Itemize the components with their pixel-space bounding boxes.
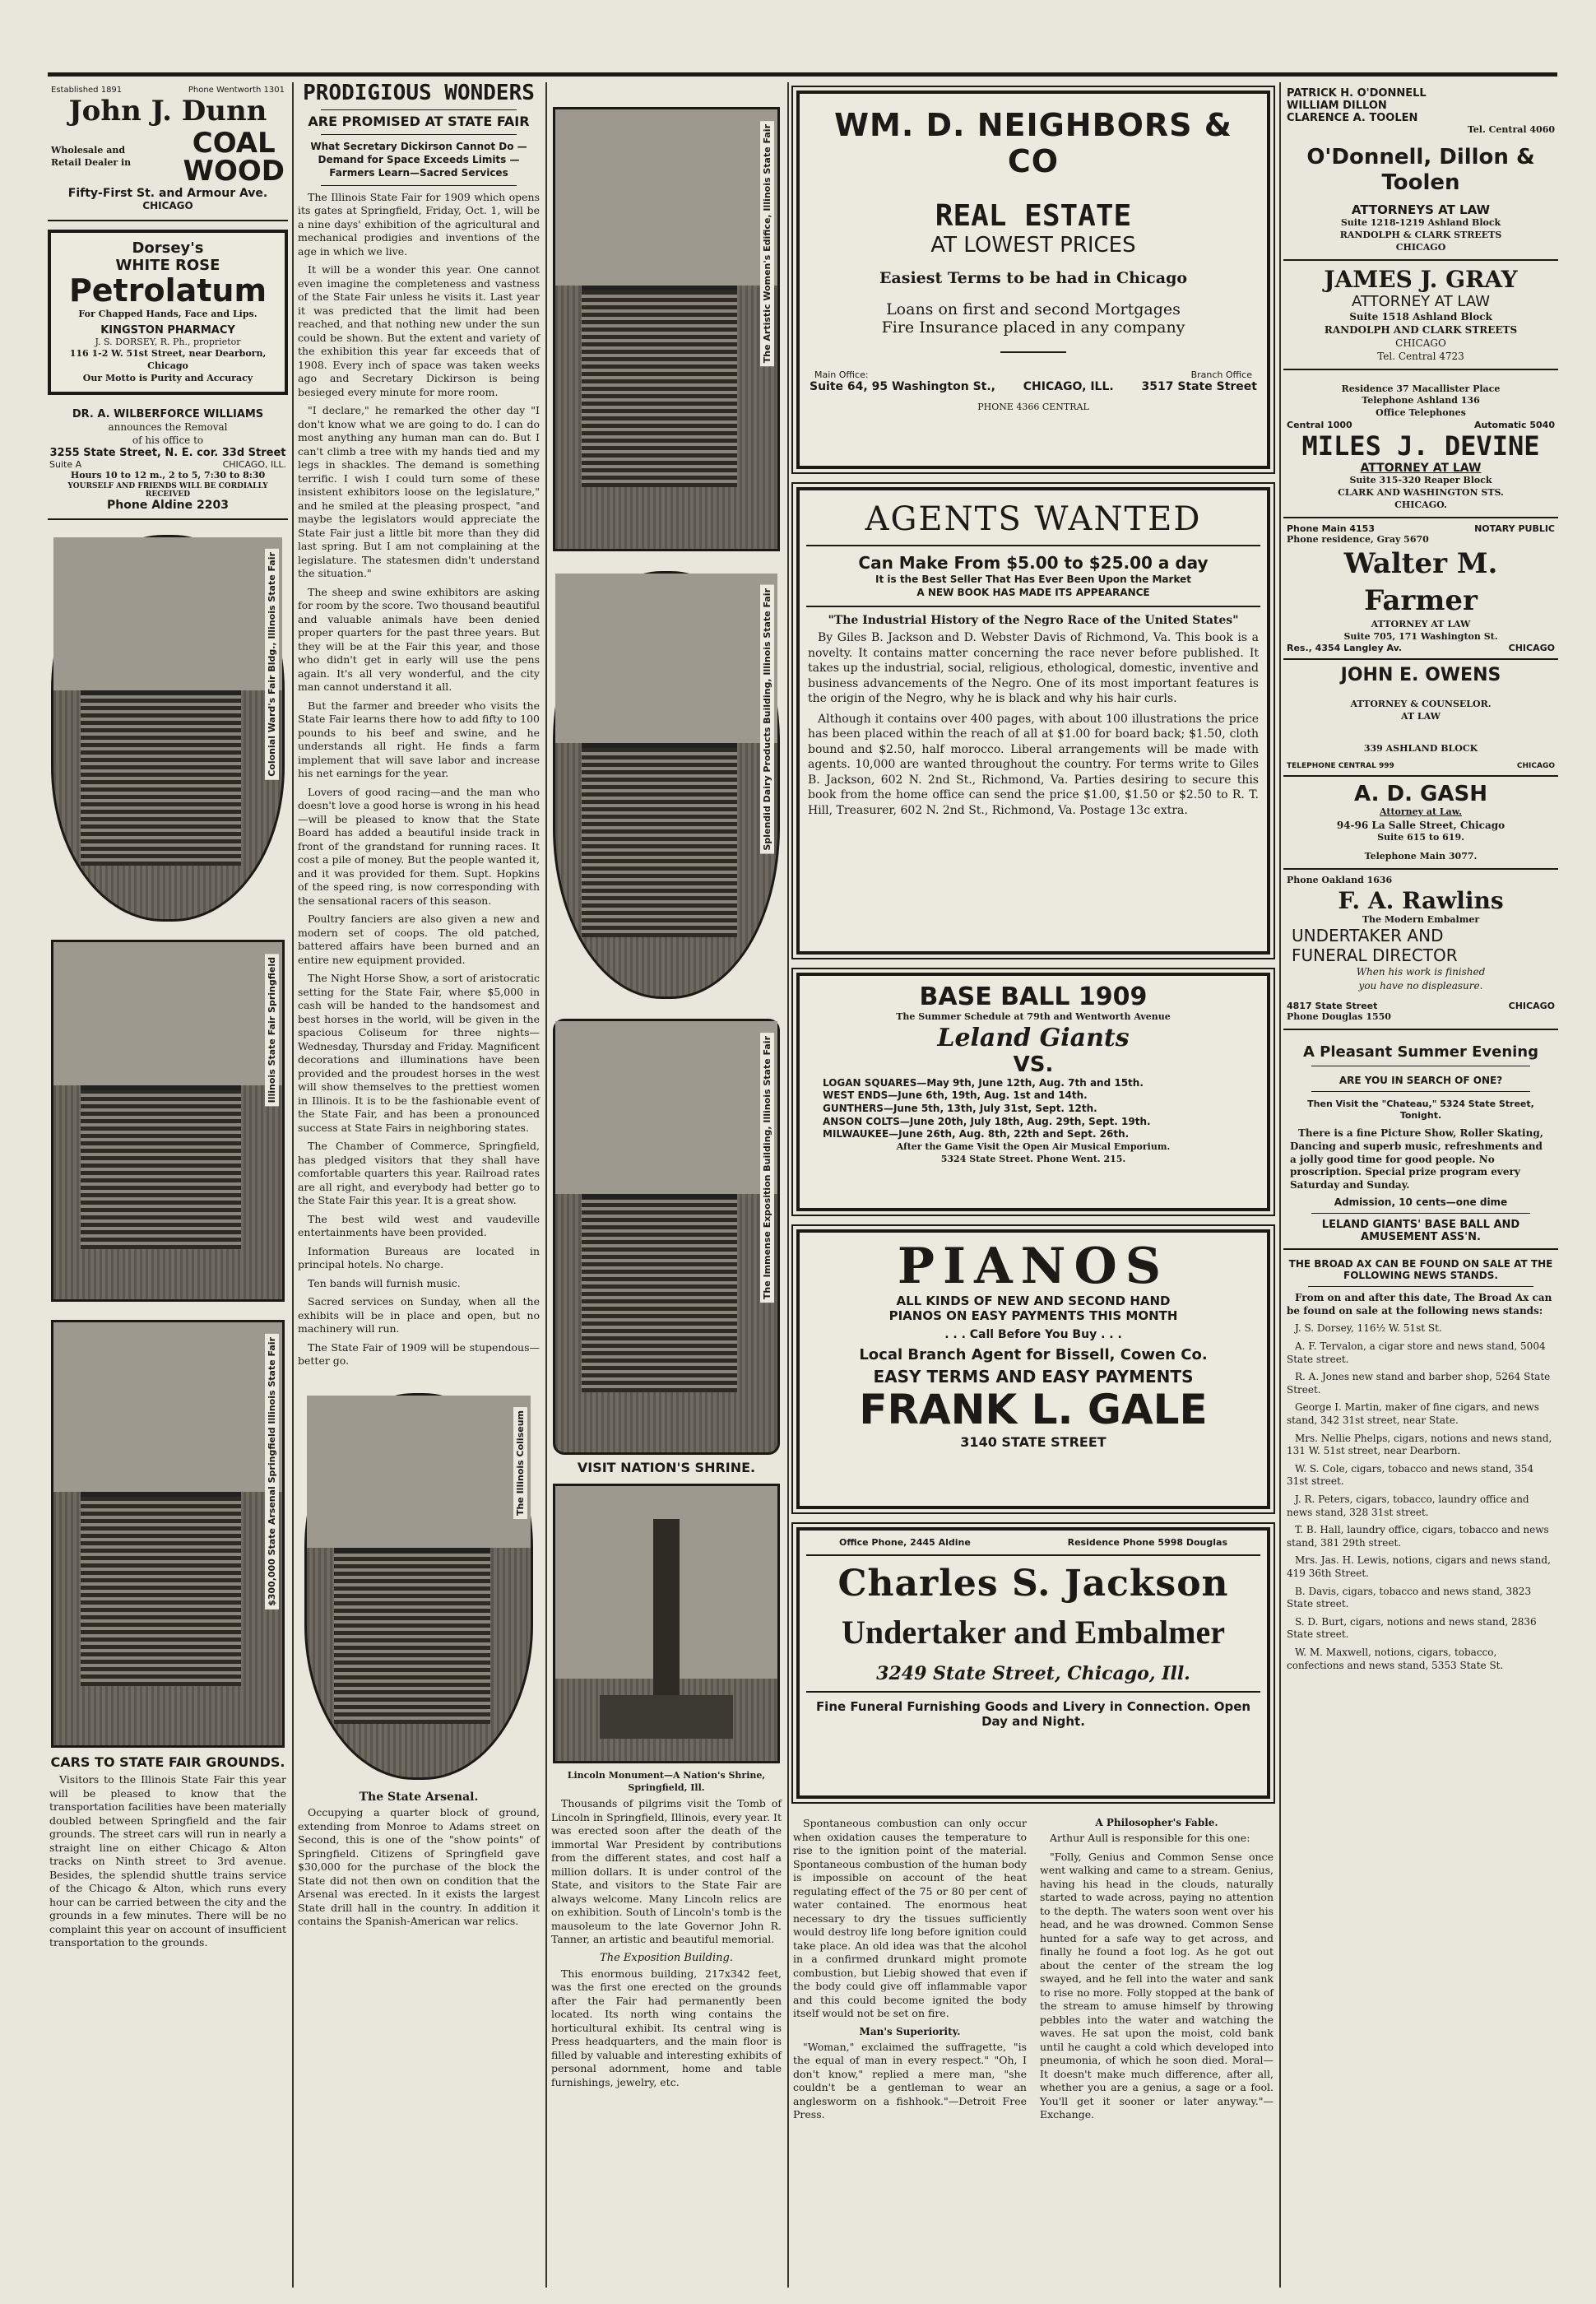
evening-adm: Admission, 10 cents—one dime xyxy=(1334,1196,1508,1209)
odonnell-name: CLARENCE A. TOOLEN xyxy=(1287,112,1418,124)
devine-resphone: Telephone Ashland 136 xyxy=(1362,395,1480,406)
evening-ad xyxy=(1283,1030,1558,1251)
arsenal-title: The State Arsenal. xyxy=(359,1790,479,1804)
spont-text: Spontaneous combustion can only occur when oxidation causes the temperature to rise to the ignition point of the material. Spontaneous combustion of the human body is impossible on account of the heat regulating effect of the 75 or 80 per cent of water contained. The enormous heat necessary to dry the tissues sufficiently would destroy life long before ignition could take place. An old idea was that the alcohol in a confirmed drunkard might promote combustion, but Liebig showed that even if the body could give off inflammable vapor and this could become ignited the body itself would not be set on fire. xyxy=(793,1817,1027,2019)
baseball-team: Leland Giants xyxy=(937,1023,1130,1052)
pianos-l1: ALL KINDS OF NEW AND SECOND HAND xyxy=(896,1294,1171,1308)
williams-line: announces the Removal xyxy=(108,421,228,434)
devine-corner: CLARK AND WASHINGTON STS. xyxy=(1338,486,1504,498)
baseball-title: BASE BALL 1909 xyxy=(919,982,1148,1011)
fair-building-photo xyxy=(51,535,285,922)
owens-city: CHICAGO xyxy=(1516,762,1555,770)
article-paragraph: The Illinois State Fair for 1909 which opens its gates at Springfield, Friday, Oct. 1, will be a nine days' exhibition of the agricultural and mechanical prodigies and inventions of the age in which we live. xyxy=(298,190,540,258)
article-paragraph: "I declare," he remarked the other day "I don't know what we are going to do. I can do most anything any human man can do. But I can't climb a tree with my hands tied and my legs in shackles. The demand is something terrific. I wish I could turn some of these insistent exhibitors loose on the legislature," and he smiled at the pleasing prospect, "and maybe the legislators would appreciate the State Fair just a little bit more than they did last spring. But I am not complaining at the legislature. The statesmen didn't understand the situation." xyxy=(298,404,540,580)
fable-text: "Folly, Genius and Common Sense once went walking and came to a stream. Genius, having his head in the clouds, naturally started to wade across, paying no attention to the depth. The waters soon went over his head, and he was drowned. Common Sense hunted for a safe way to get across, and finally he found a foot log. As he got out about the center of the stream the log swayed, and he fell into the water and sank to rise no more. Folly stopped at the bank of the stream to amuse himself by throwing pebbles into the water and watching the waves. He sat upon the moist, cold bank until he caught a cold which developed into pneumonia, of which he soon died. Moral—It doesn't make much difference, after all, whether you are a genius, a sage or a fool. You'll get it sooner or later anyway."—Exchange. xyxy=(1040,1850,1274,2121)
baseball-game: WEST ENDS—June 6th, 19th, Aug. 1st and 14th. xyxy=(823,1089,1088,1102)
news-stand-item: S. D. Burt, cigars, notions and news stand, 2836 State street. xyxy=(1287,1615,1537,1641)
owens-tel: TELEPHONE CENTRAL 999 xyxy=(1287,762,1394,770)
farmer-res: Phone residence, Gray 5670 xyxy=(1287,533,1429,545)
article-paragraph: Poultry fanciers are also given a new and modern set of coops. The old patched, battered affairs have been burned and an entire new equipment provided. xyxy=(298,913,540,966)
devine-city: CHICAGO. xyxy=(1394,499,1447,510)
rawlins-name: F. A. Rawlins xyxy=(1338,886,1504,914)
jackson-office: Office Phone, 2445 Aldine xyxy=(839,1537,971,1548)
gray-suite: Suite 1518 Ashland Block xyxy=(1349,310,1492,323)
rawlins-tel: Phone Douglas 1550 xyxy=(1287,1010,1391,1022)
gash-tel: Telephone Main 3077. xyxy=(1364,850,1478,862)
fair-building-photo xyxy=(51,940,285,1302)
odonnell-city: CHICAGO xyxy=(1395,241,1446,253)
exposition-building-photo xyxy=(553,1019,780,1455)
pianos-easy: EASY TERMS AND EASY PAYMENTS xyxy=(873,1367,1194,1387)
baseball-game: MILWAUKEE—June 26th, Aug. 8th, 22th and Sept. 26th. xyxy=(823,1128,1130,1140)
williams-phone: Phone Aldine 2203 xyxy=(107,499,229,513)
article-paragraph: Ten bands will furnish music. xyxy=(308,1276,461,1289)
owens-att: ATTORNEY & COUNSELOR. xyxy=(1350,699,1492,710)
neighbors-branch: Branch Office xyxy=(1190,369,1252,380)
dorsey-ad xyxy=(48,230,288,395)
dairy-building-photo xyxy=(553,571,780,999)
neighbors-prices: AT LOWEST PRICES xyxy=(930,233,1136,258)
photo-caption: Illinois State Fair Springfield xyxy=(265,954,279,1106)
baseball-ad xyxy=(796,973,1270,1211)
rawlins-ad xyxy=(1283,870,1558,1030)
owens-addr: 339 ASHLAND BLOCK xyxy=(1363,743,1478,755)
news-stand-item: George I. Martin, maker of fine cigars, and news stand, 342 31st street, near State. xyxy=(1287,1401,1539,1427)
devine-att: ATTORNEY AT LAW xyxy=(1360,462,1482,476)
prod-deck: What Secretary Dickirson Cannot Do —Demand for Space Exceeds Limits —Farmers Learn—Sacred Services xyxy=(310,141,527,179)
dorsey-for: For Chapped Hands, Face and Lips. xyxy=(78,308,257,319)
shrine-text: Thousands of pilgrims visit the Tomb of Lincoln in Springfield, Illinois, every year. It was erected soon after the death of the immortal War President by contributions from the different states, and cost half a million dollars. It is under control of the State, and visitors to the State Fair are always welcome. Many Lincoln relics are on exhibition. South of Lincoln's tomb is the mausoleum to the late Governor John R. Tanner, an artistic and beautiful memorial. xyxy=(551,1797,782,1946)
neighbors-fire: Fire Insurance placed in any company xyxy=(881,318,1185,337)
page-top-rule xyxy=(48,72,1557,77)
dunn-est: Established 1891 xyxy=(51,86,123,95)
column-5 xyxy=(1283,82,1558,2288)
gash-addr: 94-96 La Salle Street, Chicago xyxy=(1336,819,1506,831)
cars-title: CARS TO STATE FAIR GROUNDS. xyxy=(50,1754,285,1771)
gash-att: Attorney at Law. xyxy=(1380,806,1462,817)
shrine-title: VISIT NATION'S SHRINE. xyxy=(577,1460,756,1475)
owens-law: AT LAW xyxy=(1400,711,1441,722)
article-paragraph: The best wild west and vaudeville entertainments have been provided. xyxy=(298,1212,540,1239)
broadax-title: THE BROAD AX CAN BE FOUND ON SALE AT THE FOLLOWING NEWS STANDS. xyxy=(1288,1258,1553,1282)
news-stand-item: W. S. Cole, cigars, tobacco and news stand, 354 31st street. xyxy=(1287,1462,1534,1488)
neighbors-terms: Easiest Terms to be had in Chicago xyxy=(879,269,1188,287)
neighbors-name: WM. D. NEIGHBORS & CO xyxy=(834,107,1232,179)
news-stand-item: A. F. Tervalon, a cigar store and news stand, 5004 State street. xyxy=(1287,1340,1546,1365)
photo-caption: $300,000 State Arsenal Springfield Illinois State Fair xyxy=(265,1334,279,1610)
odonnell-suite: Suite 1218-1219 Ashland Block xyxy=(1340,217,1501,229)
baseball-game: ANSON COLTS—June 20th, July 18th, Aug. 29th, Sept. 19th. xyxy=(823,1115,1151,1127)
dorsey-top: Dorsey's xyxy=(132,239,204,257)
pianos-agent: Local Branch Agent for Bissell, Cowen Co. xyxy=(859,1346,1208,1363)
article-paragraph: The Chamber of Commerce, Springfield, has pledged visitors that they shall have comfortable quarters this year. Railroad rates are all right, and everybody had better go to the State Fair this year. It is a great show. xyxy=(298,1140,540,1207)
rawlins-modern: The Modern Embalmer xyxy=(1362,913,1480,925)
column-rule xyxy=(1279,82,1281,2288)
dorsey-motto: Our Motto is Purity and Accuracy xyxy=(82,373,253,384)
pianos-addr: 3140 STATE STREET xyxy=(960,1433,1107,1450)
agents-title: AGENTS WANTED xyxy=(865,500,1202,538)
dunn-phone: Phone Wentworth 1301 xyxy=(188,86,285,95)
broadax-list xyxy=(1283,1258,1558,1672)
agents-book: "The Industrial History of the Negro Race of the United States" xyxy=(828,614,1239,628)
williams-invite: YOURSELF AND FRIENDS WILL BE CORDIALLY RECEIVED xyxy=(67,482,268,499)
dorsey-product: Petrolatum xyxy=(68,272,267,309)
gash-name: A. D. GASH xyxy=(1354,782,1487,806)
dunn-address: Fifty-First St. and Armour Ave. xyxy=(67,187,268,200)
baseball-game: GUNTHERS—June 5th, 13th, July 31st, Sept. 12th. xyxy=(823,1103,1097,1115)
column-1 xyxy=(48,82,288,2288)
rawlins-ut: UNDERTAKER AND xyxy=(1292,926,1444,946)
news-stand-item: T. B. Hall, laundry office, cigars, tobacco and news stand, 381 29th street. xyxy=(1287,1524,1549,1549)
dorsey-addr: 116 1-2 W. 51st Street, near Dearborn, Chicago xyxy=(69,348,267,372)
jackson-addr: 3249 State Street, Chicago, Ill. xyxy=(876,1663,1190,1684)
owens-ad xyxy=(1283,660,1558,777)
gash-suite: Suite 615 to 619. xyxy=(1377,832,1464,843)
farmer-att: ATTORNEY AT LAW xyxy=(1371,618,1471,629)
williams-addr: 3255 State Street, N. E. cor. 33d Street xyxy=(49,447,286,460)
arsenal-photo xyxy=(51,1320,285,1748)
odonnell-tel: Tel. Central 4060 xyxy=(1467,124,1555,135)
farmer-ad xyxy=(1283,518,1558,661)
farmer-phone: Phone Main 4153 xyxy=(1287,523,1375,534)
dunn-coal: COAL xyxy=(192,127,276,160)
obelisk xyxy=(653,1519,680,1706)
gray-ad xyxy=(1283,261,1558,370)
dunn-wood: WOOD xyxy=(183,155,285,188)
jackson-fine: Fine Funeral Furnishing Goods and Livery in Connection. Open Day and Night. xyxy=(815,1699,1251,1729)
neighbors-main: Main Office: xyxy=(814,369,869,380)
evening-text: There is a fine Picture Show, Roller Skating, Dancing and superb music, refreshments and a jolly good time for good people. No proscription. Special prize program every Saturday and Sunday. xyxy=(1290,1127,1543,1191)
rawlins-phone: Phone Oakland 1636 xyxy=(1287,874,1393,885)
photo-caption: Splendid Dairy Products Building, Illinois State Fair xyxy=(760,585,774,854)
jackson-res: Residence Phone 5998 Douglas xyxy=(1067,1537,1227,1548)
lincoln-monument-photo xyxy=(553,1484,780,1763)
news-stand-item: R. A. Jones new stand and barber shop, 5264 State Street. xyxy=(1287,1371,1551,1396)
agents-p2: Although it contains over 400 pages, with about 100 illustrations the price has been placed within the reach of all at $1.00 for board back; $1.50, cloth bound and $2.50, half morocco. Liberal arrangements will be made with agents. 10,000 are wanted throughout the country. For terms write to Giles B. Jackson, 602 N. 2nd St., Richmond, Va. Parties desiring to secure this book from the home office can send the price $1.00, $1.50 or $2.50 to R. T. Hill, Treasurer, 602 N. 2nd St., Richmond, Va. Postage 13c extra. xyxy=(808,712,1259,817)
agents-ad xyxy=(796,487,1270,955)
column-rule xyxy=(292,82,294,2288)
rawlins-addr: 4817 State Street xyxy=(1287,1000,1378,1011)
gray-city: CHICAGO xyxy=(1395,337,1446,350)
column-2 xyxy=(296,82,541,2288)
news-stand-item: W. M. Maxwell, notions, cigars, tobacco, confections and news stand, 5353 State St. xyxy=(1287,1646,1504,1671)
farmer-city: CHICAGO xyxy=(1508,643,1555,654)
article-paragraph: But the farmer and breeder who visits the State Fair learns there how to add fifty to 100 pounds to his beef and swine, and he understands all right. He finds a farm implement that will save labor and increase his net earnings for the year. xyxy=(298,699,540,780)
williams-name: DR. A. WILBERFORCE WILLIAMS xyxy=(72,408,264,421)
agents-best: It is the Best Seller That Has Ever Been Upon the Market xyxy=(875,574,1191,585)
devine-office: Office Telephones xyxy=(1376,407,1466,419)
baseball-sched: The Summer Schedule at 79th and Wentworth Avenue xyxy=(896,1011,1171,1022)
evening-title: A Pleasant Summer Evening xyxy=(1302,1043,1539,1061)
devine-suite: Suite 315-320 Reaper Block xyxy=(1349,475,1492,486)
pianos-title: PIANOS xyxy=(897,1238,1170,1295)
fable-intro: Arthur Aull is responsible for this one: xyxy=(1050,1832,1250,1844)
article-paragraph: The Night Horse Show, a sort of aristocratic setting for the State Fair, where $5,000 in cash will be handed to the handsomest and best horses in the world, will be given in the spacious Coliseum for three nights—Wednesday, Thursday and Friday. Magnificent decorations and illuminations have been provided and the proudest horses in the west will show themselves to the prettiest women in Illinois. It is to be the fashionable event of the State Fair, and has been a pronounced success at State Fairs in neighboring states. xyxy=(298,972,540,1134)
news-stand-item: J. S. Dorsey, 116½ W. 51st St. xyxy=(1295,1322,1442,1335)
devine-central: Central 1000 xyxy=(1287,420,1352,431)
womens-edifice-photo xyxy=(553,107,780,551)
news-stand-item: Mrs. Nellie Phelps, cigars, notions and news stand, 131 W. 51st street, near Dearborn. xyxy=(1287,1432,1552,1457)
gray-att: ATTORNEY AT LAW xyxy=(1351,292,1491,310)
article-paragraph: The State Fair of 1909 will be stupendous—better go. xyxy=(298,1340,540,1368)
dorsey-name: WHITE ROSE xyxy=(115,257,220,274)
broadax-intro: From on and after this date, The Broad Ax can be found on sale at the following news stands: xyxy=(1287,1292,1552,1317)
baseball-addr: 5324 State Street. Phone Went. 215. xyxy=(940,1153,1126,1164)
dunn-city: CHICAGO xyxy=(142,200,193,211)
gray-corner: RANDOLPH AND CLARK STREETS xyxy=(1324,323,1518,336)
gray-tel: Tel. Central 4723 xyxy=(1377,351,1464,363)
pianos-call: . . . Call Before You Buy . . . xyxy=(944,1328,1122,1341)
photo-caption: The Illinois Coliseum xyxy=(513,1407,527,1519)
dorsey-prop: J. S. DORSEY, R. Ph., proprietor xyxy=(95,336,241,347)
cars-text: Visitors to the Illinois State Fair this year will be pleased to know that the transportation facilities have been materially doubled between Springfield and the fair grounds. The street cars will run in nearly a straight line on either Chicago & Alton tracks on Ninth street to 3rd avenue. Besides, the splendid shuttle trains service of the Chicago & Alton, which runs every hour can be carried between the city and the grounds in a few minutes. There will be no complaint this year on account of insufficient transportation to the grounds. xyxy=(49,1773,286,1949)
odonnell-firm: O'Donnell, Dillon & Toolen xyxy=(1306,144,1535,196)
williams-line: of his office to xyxy=(132,434,204,447)
agents-p1: By Giles B. Jackson and D. Webster Davis of Richmond, Va. This book is a novelty. It contains matter concerning the race never before published. It takes up the industrial, social, religious, ethological, domestic, inventive and business advancements of the Negro. One of its most important features is the origin of the Negro, why he is black and why his hair curls. xyxy=(808,631,1259,706)
article-paragraph: It will be a wonder this year. One cannot even imagine the completeness and vastness of the State Fair unless he visits it. Last year it was predicted that the limit had been reached, and that nothing new under the sun could be shown. But the extent and variety of the exhibition this year far exceeds that of 1908. Every inch of space was taken weeks ago and Secretary Dickirson is being besieged every minute for more room. xyxy=(298,263,540,398)
prod-sub: ARE PROMISED AT STATE FAIR xyxy=(308,114,530,130)
baseball-after: After the Game Visit the Open Air Musical Emporium. xyxy=(896,1140,1171,1152)
news-stand-item: Mrs. Jas. H. Lewis, notions, cigars and news stand, 419 36th Street. xyxy=(1287,1554,1551,1579)
neighbors-branchaddr: 3517 State Street xyxy=(1141,380,1257,393)
baseball-game: LOGAN SQUARES—May 9th, June 12th, Aug. 7th and 15th. xyxy=(823,1076,1144,1089)
article-paragraph: Information Bureaus are located in principal hotels. No charge. xyxy=(298,1244,540,1271)
photo-caption: The Immense Exposition Building, Illinois State Fair xyxy=(760,1033,774,1303)
arsenal-text: Occupying a quarter block of ground, extending from Monroe to Adams street on Second, this is one of the "show points" of Springfield. Citizens of Springfield gave $30,000 for the purchase of the block the State did not then own on condition that the Arsenal was erected. In it exists the largest State drill hall in the country. In addition it contains the Spanish-American war relics. xyxy=(298,1806,540,1928)
owens-name: JOHN E. OWENS xyxy=(1340,665,1501,686)
neighbors-loans: Loans on first and second Mortgages xyxy=(886,300,1181,318)
exposition-text: This enormous building, 217x342 feet, was the first one erected on the grounds after the Fair had permanently been located. Its north wing contains the horticultural exhibit. Its central wing is Press headquarters, and the main floor is filled by valuable and interesting exhibits of personal adornment, home and table furnishings, jewelry, etc. xyxy=(551,1967,782,2088)
evening-visit: Then Visit the "Chateau," 5324 State Street, Tonight. xyxy=(1307,1098,1534,1122)
rawlins-quote: you have no displeasure. xyxy=(1358,979,1483,992)
agents-make: Can Make From $5.00 to $25.00 a day xyxy=(858,553,1209,573)
neighbors-phone: PHONE 4366 CENTRAL xyxy=(977,402,1089,412)
dunn-name: John J. Dunn xyxy=(68,95,267,128)
odonnell-name: WILLIAM DILLON xyxy=(1287,100,1387,112)
jackson-title: Undertaker and Embalmer xyxy=(842,1614,1225,1651)
spont-title: Man's Superiority. xyxy=(859,2025,961,2037)
column-3 xyxy=(550,82,783,2288)
odonnell-att: ATTORNEYS AT LAW xyxy=(1351,202,1491,218)
rawlins-city: CHICAGO xyxy=(1508,1000,1555,1011)
farmer-name: Walter M. Farmer xyxy=(1343,547,1498,617)
photo-caption: Colonial Ward's Fair Bldg., Illinois State Fair xyxy=(265,549,279,780)
photo-caption: The Artistic Women's Edifice, Illinois State Fair xyxy=(760,121,774,366)
devine-name: MILES J. DEVINE xyxy=(1301,430,1540,462)
jackson-ad xyxy=(796,1527,1270,1799)
column-rule xyxy=(545,82,547,2288)
evening-q: ARE YOU IN SEARCH OF ONE? xyxy=(1339,1074,1503,1086)
williams-suite: Suite A xyxy=(49,459,82,471)
odonnell-name: PATRICK H. O'DONNELL xyxy=(1287,87,1427,100)
column-rule xyxy=(787,82,789,2288)
prod-title: PRODIGIOUS WONDERS xyxy=(303,82,535,105)
evening-assn: LELAND GIANTS' BASE BALL AND AMUSEMENT ASS'N. xyxy=(1321,1219,1520,1244)
dunn-ad xyxy=(48,82,288,221)
pianos-name: FRANK L. GALE xyxy=(859,1386,1208,1433)
pianos-ad xyxy=(796,1229,1270,1509)
williams-city: CHICAGO, ILL. xyxy=(222,459,286,471)
odonnell-ad xyxy=(1283,82,1558,261)
article-paragraph: Sacred services on Sunday, when all the exhibits will be in place and open, but no machinery will run. xyxy=(298,1295,540,1335)
gash-ad xyxy=(1283,777,1558,870)
column-4 xyxy=(791,82,1275,2288)
article-paragraph: Lovers of good racing—and the man who doesn't love a good horse is wrong in his head—will be pleased to know that the State Board has added a beautiful inside track in front of the grandstand for running races. It cost a pile of money. But the people wanted it, and it was provided for them. Supt. Hopkins of the speed ring, is now corresponding with the sensational racers of this season. xyxy=(298,785,540,907)
news-stand-item: B. Davis, cigars, tobacco and news stand, 3823 State street. xyxy=(1287,1585,1532,1610)
neighbors-re: REAL ESTATE xyxy=(935,199,1132,233)
rawlins-fd: FUNERAL DIRECTOR xyxy=(1292,945,1458,966)
neighbors-mainaddr: Suite 64, 95 Washington St., xyxy=(810,380,995,393)
shrine-caption: Lincoln Monument—A Nation's Shrine, Springfield, Ill. xyxy=(567,1769,766,1793)
gray-name: JAMES J. GRAY xyxy=(1324,265,1518,293)
neighbors-city: CHICAGO, ILL. xyxy=(1023,380,1114,393)
odonnell-corner: RANDOLPH & CLARK STREETS xyxy=(1339,230,1502,241)
dorsey-pharmacy: KINGSTON PHARMACY xyxy=(100,323,235,337)
farmer-resaddr: Res., 4354 Langley Av. xyxy=(1287,643,1403,654)
farmer-notary: NOTARY PUBLIC xyxy=(1474,523,1555,534)
dunn-sub: Wholesale and Retail Dealer in xyxy=(51,145,132,168)
news-stand-item: J. R. Peters, cigars, tobacco, laundry office and news stand, 328 31st street. xyxy=(1287,1493,1529,1518)
williams-ad xyxy=(48,405,288,520)
fable-title: A Philosopher's Fable. xyxy=(1095,1817,1218,1828)
article-paragraph: The sheep and swine exhibitors are asking for room by the score. Two thousand beautiful and valuable animals have been denied proper quarters for the past three years. But they will be at the Fair this year, and those who didn't get in early will use the pens again. It's all very wonderful, and the city man cannot understand it all. xyxy=(298,585,540,694)
devine-ad xyxy=(1283,379,1558,518)
neighbors-ad xyxy=(796,91,1270,469)
devine-res: Residence 37 Macallister Place xyxy=(1341,383,1501,394)
spont-text2: "Woman," exclaimed the suffragette, "is the equal of man in every respect." "Oh, I don't know," replied a mere man, "she couldn't be a gentleman to wear an anglesworm on a fishhook."—Detroit Free Press. xyxy=(793,2040,1027,2121)
pianos-l2: PIANOS ON EASY PAYMENTS THIS MONTH xyxy=(888,1308,1178,1323)
williams-hours: Hours 10 to 12 m., 2 to 5, 7:30 to 8:30 xyxy=(70,470,266,481)
exposition-title: The Exposition Building. xyxy=(600,1951,733,1964)
baseball-vs: VS. xyxy=(1013,1052,1054,1077)
devine-auto: Automatic 5040 xyxy=(1473,420,1555,431)
rawlins-quote: When his work is finished xyxy=(1356,966,1486,978)
agents-new: A NEW BOOK HAS MADE ITS APPEARANCE xyxy=(916,587,1150,599)
coliseum-photo xyxy=(304,1393,533,1780)
farmer-suite: Suite 705, 171 Washington St. xyxy=(1343,630,1498,642)
jackson-name: Charles S. Jackson xyxy=(837,1563,1229,1605)
